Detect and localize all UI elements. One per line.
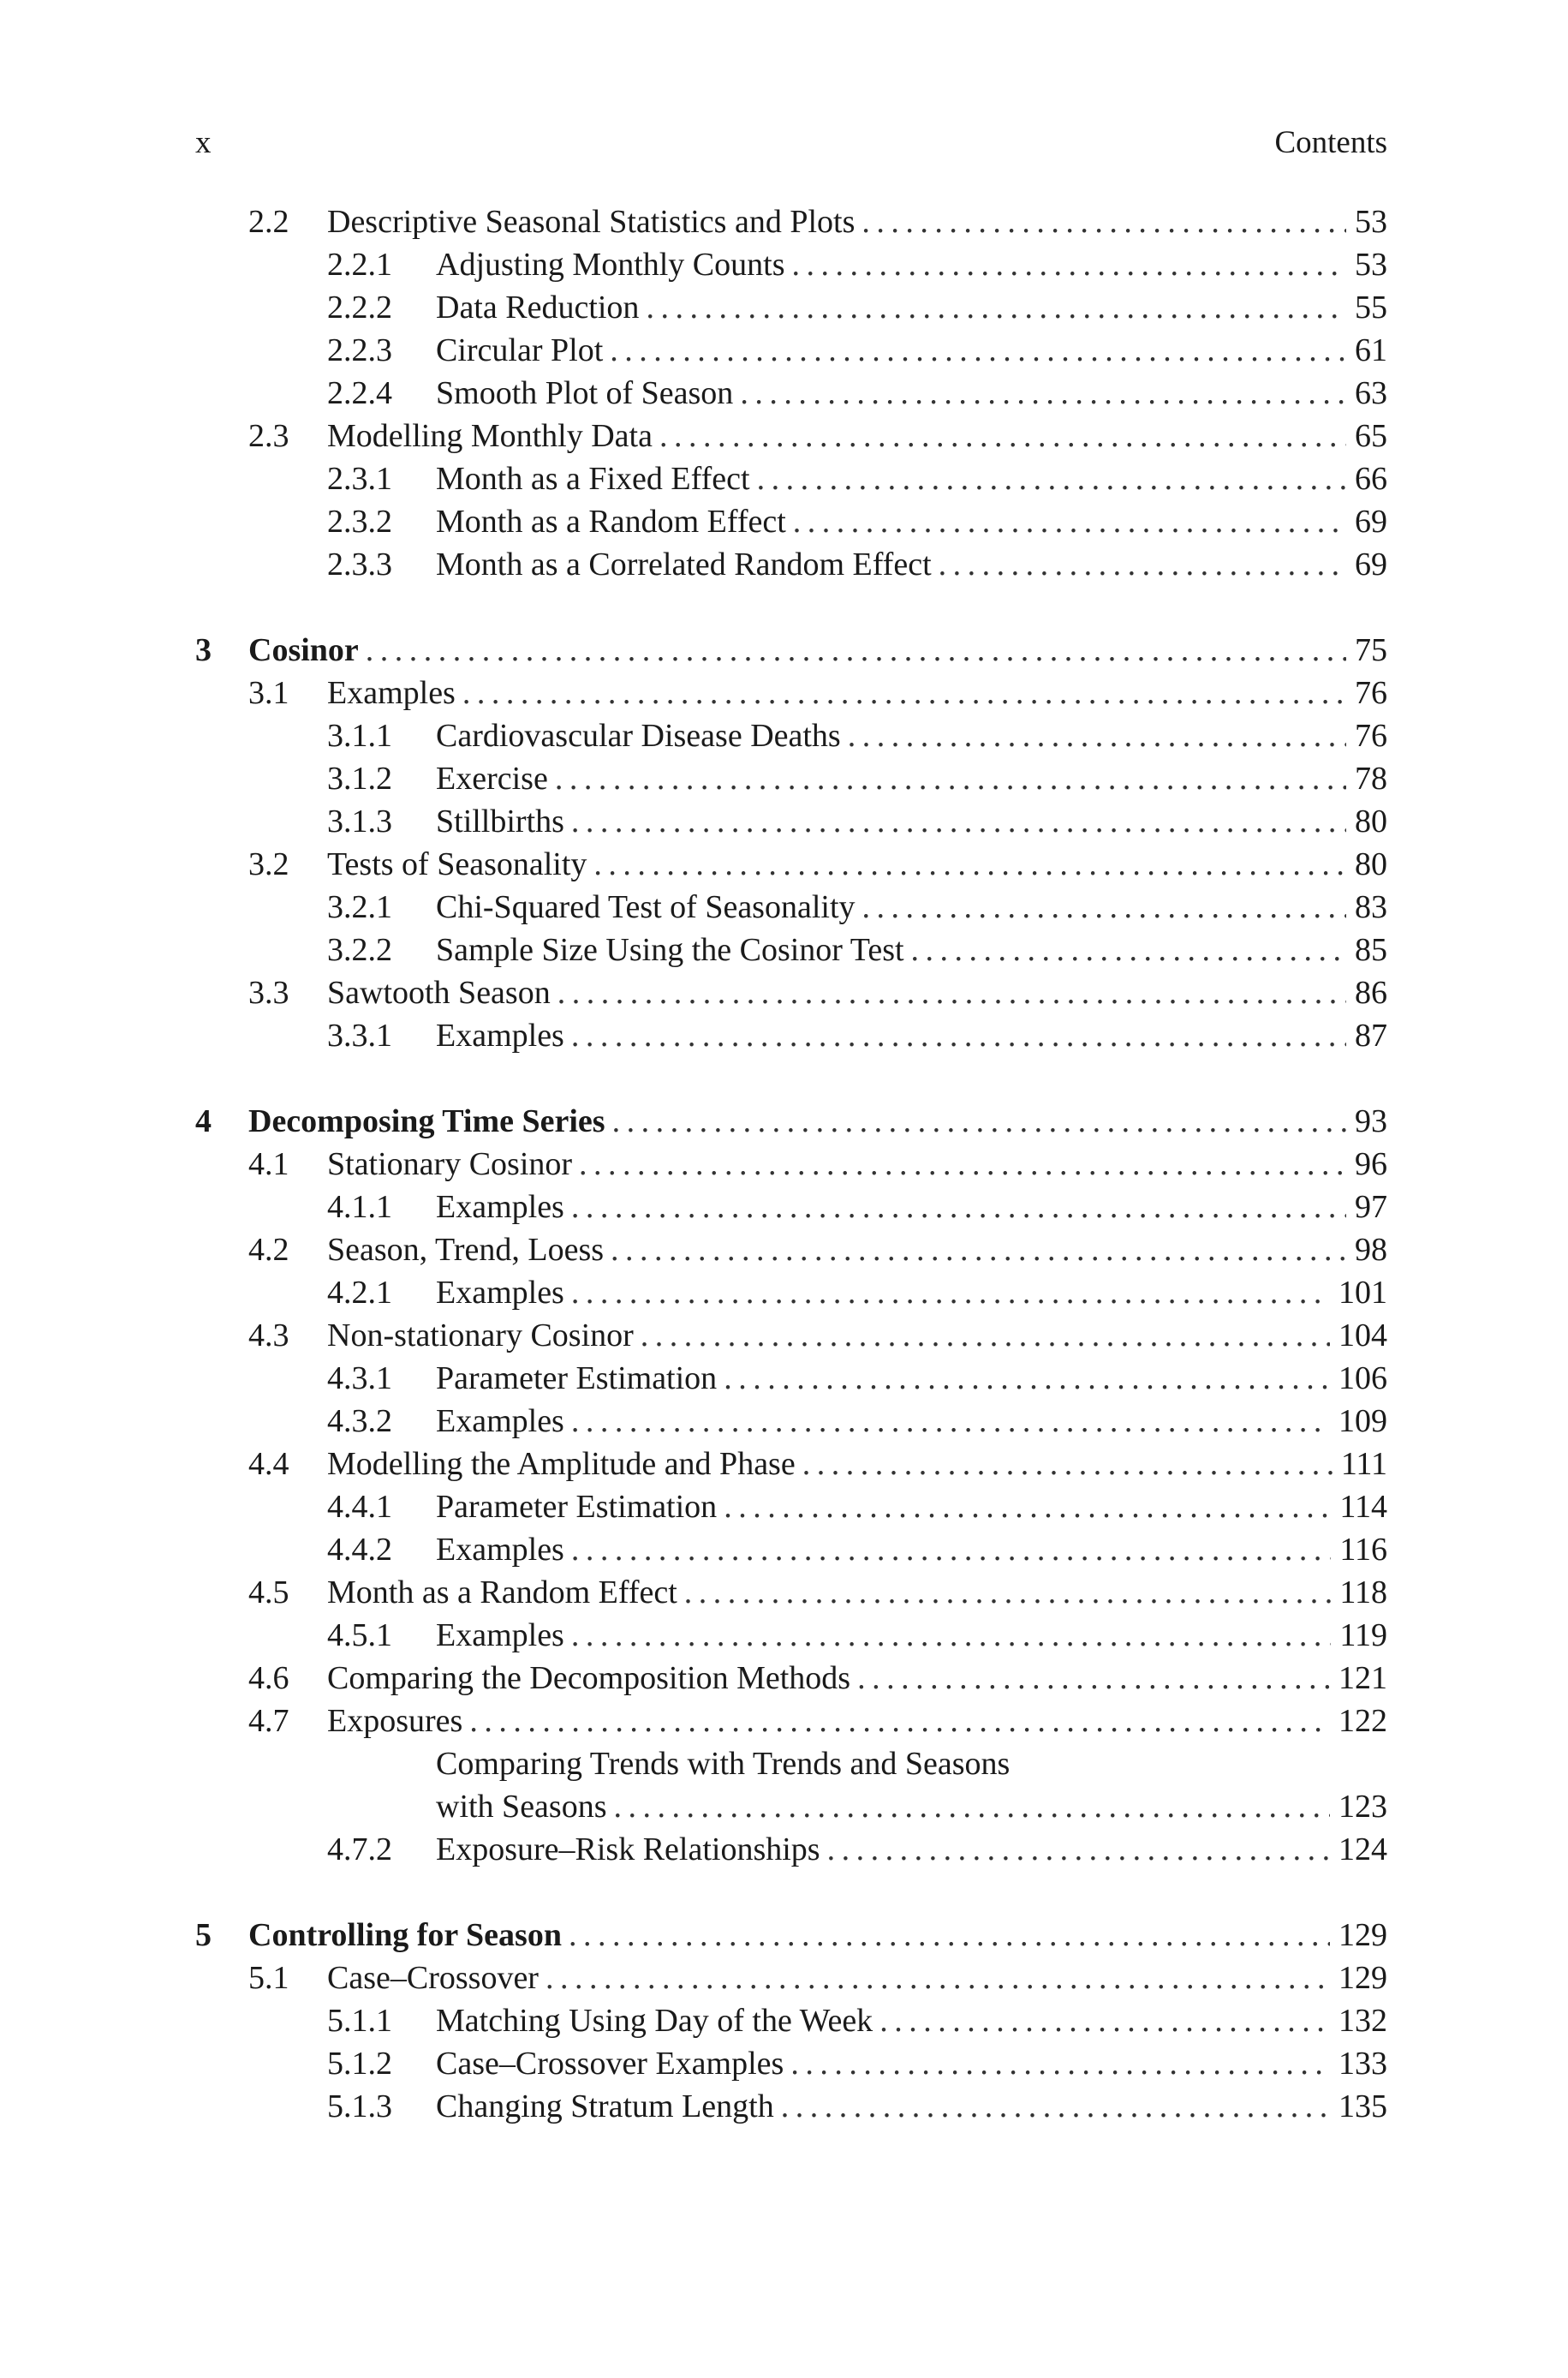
toc-entry-subsection	[195, 1828, 1387, 1871]
toc-entry-title: Matching Using Day of the Week	[436, 2003, 873, 2039]
toc-entry-page-number: 93	[1355, 1103, 1387, 1139]
toc-entry-page-number: 86	[1355, 975, 1387, 1011]
toc-entry-title: Sawtooth Season	[327, 975, 551, 1011]
toc-entry-number: 5.1	[248, 1960, 289, 1996]
page-folio: x	[195, 125, 212, 160]
toc-entry-subsection	[195, 886, 1387, 929]
dot-leader	[802, 1443, 1333, 1485]
toc-entry-number: 3.1.3	[327, 804, 392, 839]
toc-entry-title: Sample Size Using the Cosinor Test	[436, 932, 904, 968]
dot-leader	[911, 929, 1346, 971]
toc-entry-title: Examples	[436, 1532, 564, 1568]
toc-entry-line	[436, 2085, 1387, 2128]
toc-entry-page-number: 53	[1355, 247, 1387, 283]
toc-entry-line	[436, 1614, 1387, 1657]
toc-entry-page-number: 69	[1355, 504, 1387, 540]
toc-entry-line	[327, 971, 1387, 1014]
dot-leader	[612, 1100, 1346, 1143]
toc-entry-number: 5	[195, 1917, 212, 1953]
toc-entry-title: Month as a Fixed Effect	[436, 461, 750, 497]
toc-entry-title: Examples	[436, 1018, 564, 1054]
toc-entry-number: 4.1	[248, 1146, 289, 1182]
toc-entry-number: 2.3.1	[327, 461, 392, 497]
toc-entry-title: Case–Crossover Examples	[436, 2046, 784, 2082]
dot-leader	[571, 1271, 1330, 1314]
toc-entry-title: Data Reduction	[436, 290, 640, 326]
toc-entry-title: Controlling for Season	[248, 1917, 562, 1953]
toc-entry-page-number: 98	[1355, 1232, 1387, 1268]
toc-entry-number: 4.6	[248, 1660, 289, 1696]
toc-entry-page-number: 78	[1355, 761, 1387, 797]
toc-entry-number: 4.5.1	[327, 1617, 392, 1653]
dot-leader	[611, 1228, 1346, 1271]
dot-leader	[646, 286, 1346, 329]
toc-entry-page-number: 116	[1339, 1532, 1387, 1568]
toc-entry-title: Exposure–Risk Relationships	[436, 1831, 820, 1867]
toc-entry-title: Cardiovascular Disease Deaths	[436, 718, 841, 754]
dot-leader	[571, 800, 1346, 843]
toc-entry-section	[195, 1957, 1387, 1999]
toc-entry-number: 5.1.3	[327, 2088, 392, 2124]
toc-entry-page-number: 133	[1338, 2046, 1387, 2082]
toc-entry-page-number: 61	[1355, 332, 1387, 368]
toc-entry-section	[195, 1657, 1387, 1700]
toc-entry-line	[327, 1314, 1387, 1357]
dot-leader	[546, 1957, 1330, 1999]
toc-entry-title: Modelling the Amplitude and Phase	[327, 1446, 796, 1482]
dot-leader	[571, 1186, 1346, 1228]
toc-entry-line	[436, 243, 1387, 286]
toc-entry-line	[327, 415, 1387, 457]
toc-entry-line	[327, 843, 1387, 886]
toc-entry-title: Season, Trend, Loess	[327, 1232, 605, 1268]
toc-entry-subsection	[195, 757, 1387, 800]
toc-entry-chapter	[195, 629, 1387, 672]
dot-leader	[724, 1485, 1331, 1528]
dot-leader	[793, 500, 1346, 543]
dot-leader	[790, 2042, 1330, 2085]
toc-entry-number: 2.2.1	[327, 247, 392, 283]
dot-leader	[571, 1528, 1332, 1571]
toc-entry-line	[436, 2042, 1387, 2085]
toc-entry-number: 4.3.1	[327, 1360, 392, 1396]
toc-entry-number: 4.4.2	[327, 1532, 392, 1568]
toc-entry-title: Decomposing Time Series	[248, 1103, 605, 1139]
toc-entry-number: 3.2.2	[327, 932, 392, 968]
toc-entry-title: Exercise	[436, 761, 548, 797]
toc-entry-section	[195, 971, 1387, 1014]
toc-entry-number: 4.2.1	[327, 1275, 392, 1311]
toc-entry-line	[436, 1357, 1387, 1400]
toc-entry-subsection	[195, 929, 1387, 971]
toc-entry-line	[436, 886, 1387, 929]
toc-entry-title: Circular Plot	[436, 332, 604, 368]
toc-entry-page-number: 80	[1355, 846, 1387, 882]
dot-leader	[848, 714, 1346, 757]
toc-entry-line	[436, 1400, 1387, 1443]
toc-entry-number: 4	[195, 1103, 212, 1139]
toc-entry-page-number: 97	[1355, 1189, 1387, 1225]
toc-entry-subsection	[195, 1400, 1387, 1443]
toc-entry-title: Adjusting Monthly Counts	[436, 247, 785, 283]
toc-entry-number: 3.1.2	[327, 761, 392, 797]
dot-leader	[641, 1314, 1330, 1357]
toc-entry-number: 5.1.1	[327, 2003, 392, 2039]
toc-entry-subsection	[195, 372, 1387, 415]
toc-entry-line	[436, 286, 1387, 329]
toc-entry-title: Changing Stratum Length	[436, 2088, 774, 2124]
dot-leader	[724, 1357, 1330, 1400]
toc-entry-section	[195, 843, 1387, 886]
toc-entry-page-number: 83	[1355, 889, 1387, 925]
toc-entry-page-number: 129	[1338, 1960, 1387, 1996]
toc-entry-line	[436, 500, 1387, 543]
toc-entry-number: 3.3	[248, 975, 289, 1011]
table-of-contents	[195, 200, 1387, 2128]
toc-entry-title: Parameter Estimation	[436, 1360, 718, 1396]
toc-entry-number: 4.5	[248, 1574, 289, 1610]
toc-entry-subsection	[195, 457, 1387, 500]
toc-entry-chapter	[195, 1914, 1387, 1957]
toc-entry-title: Examples	[327, 675, 456, 711]
toc-entry-title: Examples	[436, 1189, 564, 1225]
toc-entry-line	[327, 1657, 1387, 1700]
dot-leader	[862, 886, 1346, 929]
dot-leader	[557, 971, 1346, 1014]
toc-entry-page-number: 124	[1338, 1831, 1387, 1867]
toc-entry-title: Comparing the Decomposition Methods	[327, 1660, 851, 1696]
toc-entry-title: Modelling Monthly Data	[327, 418, 653, 454]
dot-leader	[740, 372, 1346, 415]
toc-entry-page-number: 76	[1355, 675, 1387, 711]
toc-entry-page-number: 135	[1338, 2088, 1387, 2124]
toc-entry-subsection	[195, 1614, 1387, 1657]
toc-entry-number: 2.2.3	[327, 332, 392, 368]
toc-entry-number: 3	[195, 632, 212, 668]
toc-entry-page-number: 69	[1355, 547, 1387, 583]
toc-entry-page-number: 129	[1338, 1917, 1387, 1953]
toc-entry-section	[195, 672, 1387, 714]
toc-entry-section	[195, 415, 1387, 457]
toc-entry-line	[436, 372, 1387, 415]
toc-entry-line	[327, 1571, 1387, 1614]
toc-entry-page-number: 123	[1338, 1789, 1387, 1825]
toc-entry-subsection	[195, 243, 1387, 286]
toc-entry-title: Comparing Trends with Trends and Seasons	[436, 1746, 1011, 1782]
toc-entry-page-number: 75	[1355, 632, 1387, 668]
dot-leader	[555, 757, 1346, 800]
toc-entry-section	[195, 1571, 1387, 1614]
dot-leader	[939, 543, 1346, 586]
toc-entry-section	[195, 1143, 1387, 1186]
toc-entry-subsection	[195, 286, 1387, 329]
toc-entry-number: 4.1.1	[327, 1189, 392, 1225]
toc-entry-number: 4.7	[248, 1703, 289, 1739]
toc-entry-line	[436, 1528, 1387, 1571]
toc-entry-section	[195, 1443, 1387, 1485]
toc-entry-page-number: 66	[1355, 461, 1387, 497]
toc-entry-title: Chi-Squared Test of Seasonality	[436, 889, 856, 925]
toc-entry-section	[195, 1700, 1387, 1742]
toc-entry-title: Month as a Random Effect	[436, 504, 786, 540]
toc-entry-page-number: 65	[1355, 418, 1387, 454]
toc-entry-line	[327, 1228, 1387, 1271]
toc-entry-title: Month as a Correlated Random Effect	[436, 547, 932, 583]
toc-entry-line	[327, 1700, 1387, 1742]
toc-entry-page-number: 106	[1338, 1360, 1387, 1396]
toc-entry-number: 5.1.2	[327, 2046, 392, 2082]
toc-entry-section	[195, 1228, 1387, 1271]
toc-entry-line	[327, 1143, 1387, 1186]
toc-entry-title: Examples	[436, 1617, 564, 1653]
toc-entry-number: 3.1	[248, 675, 289, 711]
toc-entry-subsection	[195, 1485, 1387, 1528]
toc-entry-number: 4.7.2	[327, 1831, 392, 1867]
dot-leader	[614, 1785, 1331, 1828]
toc-entry-line	[327, 200, 1387, 243]
toc-entry-title: with Seasons	[436, 1789, 607, 1825]
dot-leader	[462, 672, 1346, 714]
toc-entry-title: Case–Crossover	[327, 1960, 539, 1996]
dot-leader	[792, 243, 1347, 286]
toc-entry-line	[436, 1828, 1387, 1871]
toc-entry-subsection	[195, 1014, 1387, 1057]
toc-entry-subsection	[195, 543, 1387, 586]
toc-entry-chapter	[195, 1100, 1387, 1143]
dot-leader	[610, 329, 1346, 372]
dot-leader	[593, 843, 1346, 886]
toc-entry-number: 3.1.1	[327, 718, 392, 754]
toc-entry-subsection	[195, 800, 1387, 843]
dot-leader	[569, 1914, 1330, 1957]
toc-entry-subsection	[195, 1271, 1387, 1314]
dot-leader	[857, 1657, 1330, 1700]
toc-entry-page-number: 85	[1355, 932, 1387, 968]
toc-entry-title: Stillbirths	[436, 804, 564, 839]
toc-entry-page-number: 119	[1339, 1617, 1387, 1653]
toc-entry-line	[436, 929, 1387, 971]
toc-entry-page-number: 63	[1355, 375, 1387, 411]
toc-entry-line	[327, 672, 1387, 714]
dot-leader	[571, 1014, 1346, 1057]
toc-entry-line	[436, 1999, 1387, 2042]
toc-entry-title: Smooth Plot of Season	[436, 375, 734, 411]
toc-entry-page-number: 76	[1355, 718, 1387, 754]
toc-entry-number: 4.3	[248, 1317, 289, 1353]
toc-entry-title: Month as a Random Effect	[327, 1574, 677, 1610]
dot-leader	[366, 629, 1346, 672]
dot-leader	[862, 200, 1346, 243]
toc-entry-title: Stationary Cosinor	[327, 1146, 573, 1182]
toc-entry-number: 2.2.2	[327, 290, 392, 326]
toc-entry-line	[248, 1914, 1387, 1957]
toc-entry-subsection	[195, 714, 1387, 757]
toc-entry-line	[327, 1957, 1387, 1999]
toc-entry-line	[436, 714, 1387, 757]
dot-leader	[571, 1614, 1332, 1657]
toc-entry-line	[436, 1785, 1387, 1828]
toc-entry-subsection	[195, 1999, 1387, 2042]
toc-entry-line	[436, 1271, 1387, 1314]
toc-entry-cont	[195, 1785, 1387, 1828]
toc-entry-page-number: 111	[1340, 1446, 1387, 1482]
toc-entry-number: 2.2	[248, 204, 289, 240]
toc-entry-page-number: 109	[1338, 1403, 1387, 1439]
toc-entry-title: Exposures	[327, 1703, 463, 1739]
toc-entry-page-number: 132	[1338, 2003, 1387, 2039]
toc-entry-page-number: 101	[1338, 1275, 1387, 1311]
toc-entry-subsection	[195, 1357, 1387, 1400]
dot-leader	[879, 1999, 1330, 2042]
toc-entry-line	[327, 1443, 1387, 1485]
toc-entry-title: Examples	[436, 1403, 564, 1439]
toc-entry-number: 2.2.4	[327, 375, 392, 411]
toc-entry-subsection	[195, 1186, 1387, 1228]
toc-entry-title: Parameter Estimation	[436, 1489, 718, 1525]
toc-entry-page-number: 96	[1355, 1146, 1387, 1182]
toc-entry-number: 3.2.1	[327, 889, 392, 925]
toc-entry-number: 2.3	[248, 418, 289, 454]
toc-entry-page-number: 53	[1355, 204, 1387, 240]
dot-leader	[827, 1828, 1330, 1871]
toc-entry-number: 4.4.1	[327, 1489, 392, 1525]
toc-entry-number: 2.3.3	[327, 547, 392, 583]
toc-entry-title: Descriptive Seasonal Statistics and Plots	[327, 204, 856, 240]
toc-entry-subsection	[195, 2042, 1387, 2085]
dot-leader	[757, 457, 1346, 500]
toc-entry-line	[436, 457, 1387, 500]
toc-entry-page-number: 55	[1355, 290, 1387, 326]
dot-leader	[469, 1700, 1330, 1742]
toc-entry-line	[436, 1186, 1387, 1228]
toc-entry-line	[436, 543, 1387, 586]
toc-entry-line	[436, 1742, 1017, 1785]
toc-entry-page-number: 121	[1338, 1660, 1387, 1696]
toc-entry-number: 3.3.1	[327, 1018, 392, 1054]
dot-leader	[571, 1400, 1330, 1443]
toc-entry-subsection	[195, 2085, 1387, 2128]
toc-entry-line	[248, 629, 1387, 672]
toc-entry-subsection	[195, 1742, 1387, 1785]
toc-entry-line	[436, 757, 1387, 800]
toc-entry-subsection	[195, 1528, 1387, 1571]
toc-entry-section	[195, 200, 1387, 243]
toc-entry-line	[248, 1100, 1387, 1143]
toc-entry-title: Examples	[436, 1275, 564, 1311]
toc-entry-title: Non-stationary Cosinor	[327, 1317, 634, 1353]
toc-entry-number: 4.4	[248, 1446, 289, 1482]
dot-leader	[684, 1571, 1332, 1614]
toc-entry-subsection	[195, 329, 1387, 372]
toc-entry-title: Cosinor	[248, 632, 359, 668]
toc-entry-number: 4.3.2	[327, 1403, 392, 1439]
toc-entry-line	[436, 329, 1387, 372]
toc-entry-line	[436, 1014, 1387, 1057]
toc-entry-number: 2.3.2	[327, 504, 392, 540]
dot-leader	[781, 2085, 1330, 2128]
toc-entry-subsection	[195, 500, 1387, 543]
toc-entry-page-number: 87	[1355, 1018, 1387, 1054]
page-header	[195, 122, 1387, 164]
dot-leader	[579, 1143, 1346, 1186]
toc-entry-page-number: 114	[1339, 1489, 1387, 1525]
toc-entry-page-number: 118	[1339, 1574, 1387, 1610]
toc-entry-page-number: 122	[1338, 1703, 1387, 1739]
toc-entry-line	[436, 800, 1387, 843]
toc-entry-title: Tests of Seasonality	[327, 846, 587, 882]
dot-leader	[659, 415, 1346, 457]
toc-entry-number: 3.2	[248, 846, 289, 882]
toc-entry-section	[195, 1314, 1387, 1357]
toc-entry-page-number: 104	[1338, 1317, 1387, 1353]
toc-entry-page-number: 80	[1355, 804, 1387, 839]
running-title: Contents	[1274, 125, 1387, 160]
toc-entry-line	[436, 1485, 1387, 1528]
toc-entry-number: 4.2	[248, 1232, 289, 1268]
